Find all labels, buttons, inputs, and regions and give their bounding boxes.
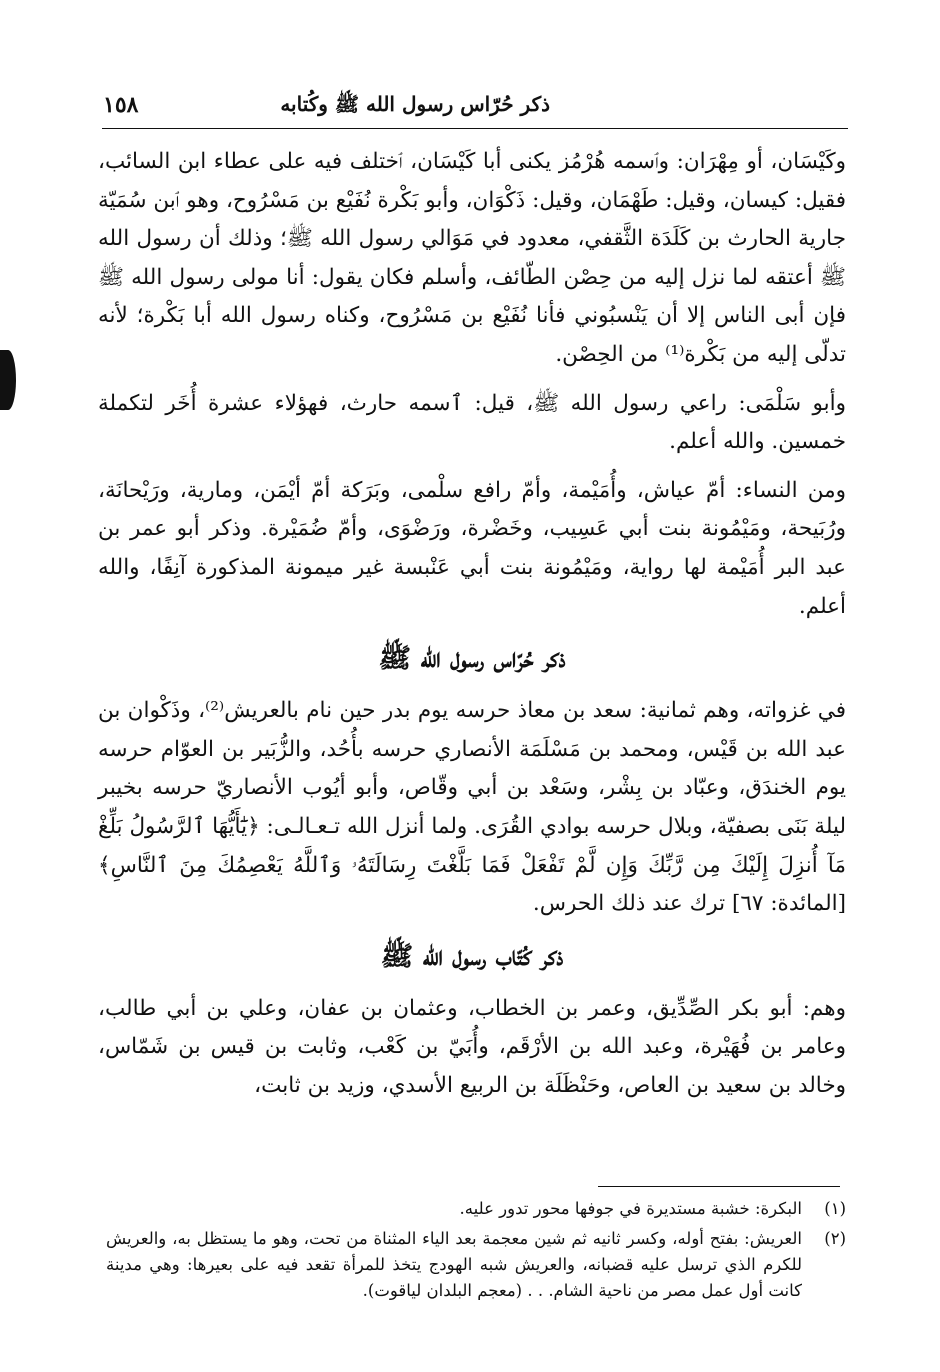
footnote-number: (٢) <box>824 1229 846 1248</box>
footnote-text: البكرة: خشبة مستديرة في جوفها محور تدور عليه. <box>459 1199 802 1218</box>
paragraph-women: ومن النساء: أمّ عياش، وأُمَيْمة، وأمّ رافع سلْمى، وبَرَكة أمّ أيْمَن، ومارية، ورَيْحانَة، ورُبَيحة، ومَيْمُونة بنت أبي عَسِيب، وخَضْرة، ورَضْوَى، وأمّ ضُمَيْرة. وذكر أبو عمر بن عبد البر أُمَيْمة لها رواية، ومَيْمُونة بنت أبي عَنْبسة غير ميمونة المذكورة آنِفًا، والله أعلم. <box>98 477 846 619</box>
page-number: ١٥٨ <box>103 92 139 118</box>
section-heading-guards: ذكر حُرّاس رسول الله ﷺ <box>378 643 566 675</box>
footnotes <box>106 1196 846 1304</box>
running-title: ذكر حُرّاس رسول الله ﷺ وكُتابه <box>280 92 550 116</box>
footnote-number: (١) <box>824 1199 846 1218</box>
section-heading-scribes: ذكر كُتّاب رسول الله ﷺ <box>380 940 564 972</box>
paragraph-abu-salma: وأبو سَلْمَى: راعي رسول الله ﷺ، قيل: ٱسمه حارث، فهؤلاء عشرة أُخَر لتكملة خمسين. والله أعلم. <box>98 390 846 455</box>
main-text <box>98 143 846 1105</box>
scan-edge-mark <box>0 350 16 410</box>
footnote <box>106 1196 846 1222</box>
footnote <box>106 1226 846 1304</box>
footnote-text: العريش: بفتح أوله، وكسر ثانيه ثم شين معجمة بعد الياء المثناة من تحت، وهو ما يستظل به، والعريش للكرم الذي ترسل عليه قضبانه، والعريش شبه الهودج يتخذ للمرأة تقعد فيه على بعيرها: وهي مدينة كانت أول عمل مصر من ناحية الشام. . . (معجم البلدان لياقوت). <box>106 1229 802 1300</box>
footnote-rule <box>598 1186 840 1187</box>
paragraph-guards: في غزواته، وهم ثمانية: سعد بن معاذ حرسه يوم بدر حين نام بالعريش⁽²⁾، وذَكْوان بن عبد الله بن قَيْس، ومحمد بن مَسْلَمَة الأنصاري حرسه بأُحُد، والزُّبَير بن العوّام حرسه يوم الخندَق، وعبّاد بن بِشْر، وسَعْد بن أبي وقّاص، وأبو أيُوب الأنصاريّ حرسه بخيبر ليلة بَنَى بصفيّة، وبلال حرسه بوادي القُرَى. ولما أنزل الله تـعـالـى: ﴿يَٰٓأَيُّهَا ٱلرَّسُولُ بَلِّغْ مَآ أُنزِلَ إِلَيْكَ مِن رَّبِّكَ وَإِن لَّمْ تَفْعَلْ فَمَا بَلَّغْتَ رِسَالَتَهُۥ وَٱللَّهُ يَعْصِمُكَ مِنَ ٱلنَّاسِ﴾ [المائدة: ٦٧] ترك عند ذلك الحرس. <box>98 698 846 917</box>
header-rule <box>102 128 848 129</box>
paragraph-scribes: وهم: أبو بكر الصِّدِّيق، وعمر بن الخطاب، وعثمان بن عفان، وعلي بن أبي طالب، وعامر بن فُهَيْرة، وعبد الله بن الأرْقَم، وأُبَيّ بن كَعْب، وثابت بن قيس بن شَمّاس، وخالد بن سعيد بن العاص، وحَنْظَلَة بن الربيع الأسدي، وزيد بن ثابت، <box>98 995 846 1098</box>
paragraph-kaysan: وكَيْسَان، أو مِهْرَان: وٱسمه هُرْمُز يكنى أبا كَيْسَان، ٱختلف فيه على عطاء ابن السائب، فقيل: كيسان، وقيل: طَهْمَان، وقيل: ذَكْوَان، وأبو بَكْرة نُفَيْع بن مَسْرُوح، وهو ٱبن سُمَيّة جارية الحارث بن كَلَدَة الثَّقفي، معدود في مَوَالي رسول الله ﷺ؛ وذلك أن رسول الله ﷺ أعتقه لما نزل إليه من حِصْن الطّائف، وأسلم فكان يقول: أنا مولى رسول الله ﷺ فإن أبى الناس إلا أن يَنْسبُوني فأنا نُفَيْع بن مَسْرُوح، وكناه رسول الله أبا بَكْرة؛ لأنه تدلّى إليه من بَكْرة⁽¹⁾ من الحِصْن. <box>98 149 846 367</box>
